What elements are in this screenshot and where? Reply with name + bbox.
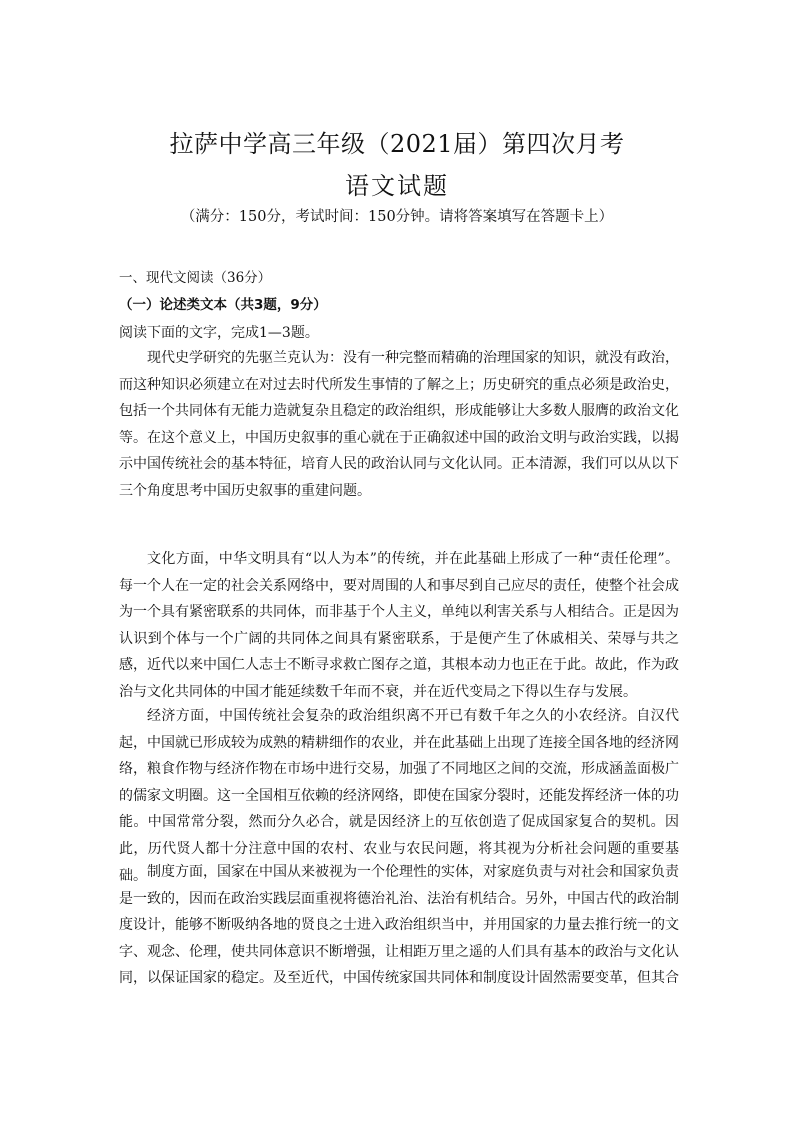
exam-subject: 语文试题: [345, 172, 449, 200]
exam-note: （满分：150分，考试时间：150分钟。请将答案填写在答题卡上）: [180, 209, 614, 225]
passage-paragraph: 文化方面，中华文明具有“以人为本”的传统，并在此基础上形成了一种“责任伦理”。每一个人在一定的社会关系网络中，要对周围的人和事尽到自己应尽的责任，使整个社会成为一个具有紧密联系的共同体，而非基于个人主义，单纯以利害关系与人相结合。正是因为认识到个体与一个广阔的共同体之间具有紧密联系，于是便产生了休戚相关、荣辱与共之感，近代以来中国仁人志士不断寻求救亡图存之道，其根本动力也正在于此。故此，作为政治与文化共同体的中国才能延续数千年而不衰，并在近代变局之下得以生存与发展。: [119, 551, 679, 700]
passage-paragraph: 现代史学研究的先驱兰克认为：没有一种完整而精确的治理国家的知识，就没有政治，而这种知识必须建立在对过去时代所发生事情的了解之上；历史研究的重点必须是政治史，包括一个共同体有无能力造就复杂且稳定的政治组织，形成能够让大多数人服膺的政治文化等。在这个意义上，中国历史叙事的重心就在于正确叙述中国的政治文明与政治实践，以揭示中国传统社会的基本特征，培育人民的政治认同与文化认同。正本清源，我们可以从以下三个角度思考中国历史叙事的重建问题。: [119, 350, 679, 499]
reading-instruction: 阅读下面的文字，完成1—3题。: [119, 325, 319, 341]
exam-title: 拉萨中学高三年级（2021届）第四次月考: [169, 130, 625, 158]
subsection-heading: （一）论述类文本（共3题，9分）: [119, 297, 327, 313]
passage-paragraph: 经济方面，中国传统社会复杂的政治组织离不开已有数千年之久的小农经济。自汉代起，中国就已形成较为成熟的精耕细作的农业，并在此基础上出现了连接全国各地的经济网络，粮食作物与经济作物在市场中进行交易，加强了不同地区之间的交流，形成涵盖面极广的儒家文明圈。这一全国相互依赖的经济网络，即使在国家分裂时，还能发挥经济一体的功能。中国常常分裂，然而分久必合，就是因经济上的互依创造了促成国家复合的契机。因此，历代贤人都十分注意中国的农村、农业与农民问题，将其视为分析社会问题的重要基础。: [119, 708, 679, 884]
section-heading: 一、现代文阅读（36分）: [119, 270, 272, 286]
passage-paragraph: 制度方面，国家在中国从来被视为一个伦理性的实体，对家庭负责与对社会和国家负责是一致的，因而在政治实践层面重视将德治礼治、法治有机结合。另外，中国古代的政治制度设计，能够不断吸纳各地的贤良之士进入政治组织当中，并用国家的力量去推行统一的文字、观念、伦理，使共同体意识不断增强，让相距万里之遥的人们具有基本的政治与文化认同，以保证国家的稳定。及至近代，中国传统家国共同体和制度设计固然需要变革，但其合: [119, 864, 679, 987]
